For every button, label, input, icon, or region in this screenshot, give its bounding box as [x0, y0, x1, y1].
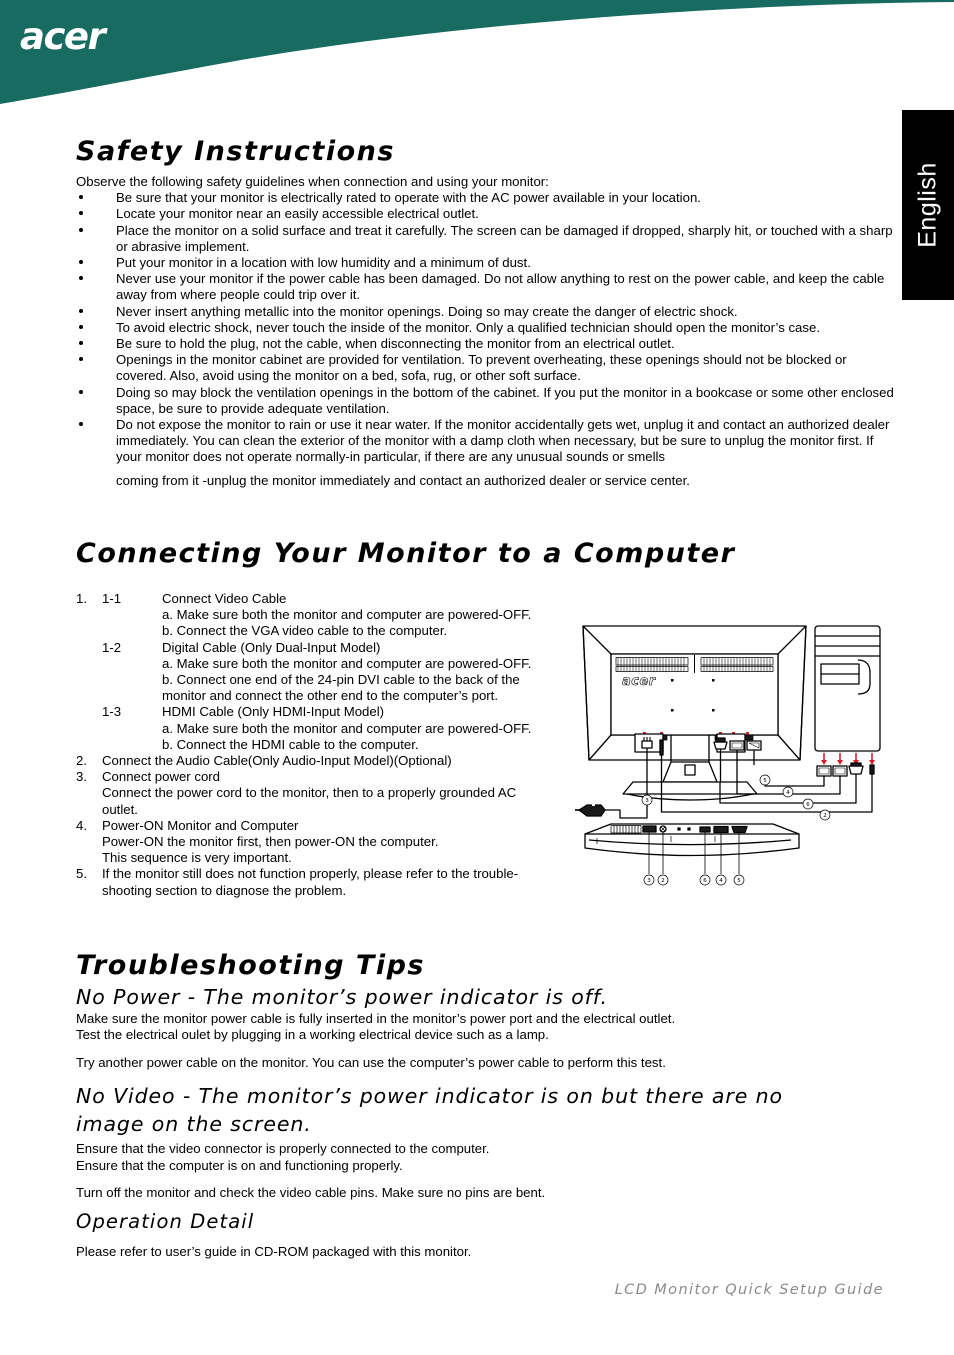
no-power-line-2: Test the electrical oulet by plugging in a working electrical device such as a lamp.: [76, 1027, 549, 1043]
connect-step-substep: 1-1: [102, 591, 122, 606]
safety-instructions-section: [76, 136, 894, 489]
safety-title: Safety Instructions: [76, 136, 395, 167]
safety-bullet-text: Be sure to hold the plug, not the cable, when disconnecting the monitor from an electrical outlet.: [116, 336, 675, 352]
no-video-heading-line1: No Video - The monitor’s power indicator is on but there are no: [76, 1083, 783, 1108]
safety-bullet-text: Put your monitor in a location with low humidity and a minimum of dust.: [116, 255, 531, 271]
troubleshooting-title: Troubleshooting Tips: [76, 950, 426, 981]
safety-bullet-text: Openings in the monitor cabinet are provided for ventilation. To prevent overheating, these openings should not be blocked or covered. Also, avoid using the monitor on a bed, sofa, rug, or other soft surface.: [116, 352, 847, 384]
safety-bullet-text: Do not expose the monitor to rain or use it near water. If the monitor accidentally gets wet, unplug it and contact an authorized dealer immediately. You can clean the exterior of the monitor with a damp cloth when necessary, but be sure to unplug the monitor first. If your monitor does not operate normally-in particular, if there are any unusual sounds or smells: [116, 417, 890, 465]
no-power-line-1: Make sure the monitor power cable is fully inserted in the monitor’s power port and the electrical outlet.: [76, 1011, 676, 1027]
bullet-dot-icon: [79, 325, 83, 329]
connect-step-number: 5.: [76, 866, 87, 882]
svg-text:3: 3: [647, 878, 651, 884]
no-video-line-1: Ensure that the video connector is properly connected to the computer.: [76, 1141, 490, 1157]
safety-bullet-item: [76, 352, 894, 384]
connect-step-line: a. Make sure both the monitor and computer are powered-OFF.: [162, 655, 532, 671]
banner-curve-shape: [0, 0, 954, 110]
connect-step-row: [76, 818, 576, 867]
operation-detail-heading: Operation Detail: [76, 1210, 255, 1234]
safety-bullet-item: [76, 206, 894, 222]
connect-step-number: 4.: [76, 817, 87, 833]
svg-text:6: 6: [806, 802, 810, 808]
svg-text:4: 4: [719, 878, 723, 884]
no-video-heading-line2: image on the screen.: [76, 1112, 312, 1137]
connect-step-line: monitor and connect the other end to the computer’s port.: [162, 688, 498, 704]
connect-step-number: 2.: [76, 753, 87, 769]
diagram-callouts-lower: [644, 875, 744, 885]
bullet-dot-icon: [79, 309, 83, 313]
monitor-bottom-edge-view: [585, 824, 799, 856]
svg-text:4: 4: [786, 790, 790, 796]
pc-tower: [815, 626, 880, 751]
connect-step-line: a. Make sure both the monitor and computer are powered-OFF.: [162, 720, 532, 736]
acer-logo: [20, 16, 125, 58]
svg-text:3: 3: [645, 798, 649, 804]
connect-step-body: [102, 818, 576, 867]
bullet-dot-icon: [79, 228, 83, 232]
safety-bullet-item: [76, 223, 894, 255]
no-video-extra: Turn off the monitor and check the video cable pins. Make sure no pins are bent.: [76, 1184, 546, 1200]
troubleshooting-section: [76, 950, 896, 1260]
connect-step-body: [162, 640, 576, 705]
connect-step-body: [102, 753, 576, 769]
connect-step-heading: Power-ON Monitor and Computer: [102, 817, 299, 833]
no-power-heading: No Power - The monitor’s power indicator is off.: [76, 985, 608, 1009]
bullet-dot-icon: [79, 195, 83, 199]
safety-bullet-item: [76, 190, 894, 206]
safety-bullet-text: Doing so may block the ventilation openings in the bottom of the cabinet. If you put the monitor in a bookcase or some other enclosed space, be sure to provide adequate ventilation.: [116, 384, 894, 416]
bullet-dot-icon: [79, 390, 83, 394]
connect-step-line: shooting section to diagnose the problem.: [102, 882, 347, 898]
connect-step-row: [76, 591, 576, 640]
connect-step-line: outlet.: [102, 801, 138, 817]
connect-step-line: b. Connect one end of the 24-pin DVI cable to the back of the: [162, 672, 520, 688]
safety-bullet-text: Never use your monitor if the power cable has been damaged. Do not allow anything to rest on the power cable, and keep the cable away from where people could trip over it.: [116, 271, 885, 303]
safety-bullet-item: [76, 385, 894, 417]
safety-intro-text: Observe the following safety guidelines when connection and using your monitor:: [76, 174, 549, 189]
safety-bullet-item: [76, 417, 894, 466]
no-video-line-2: Ensure that the computer is on and functioning properly.: [76, 1157, 403, 1173]
safety-closing-line: coming from it -unplug the monitor immediately and contact an authorized dealer or service center.: [116, 472, 690, 488]
connecting-steps-list: [76, 591, 576, 899]
connect-step-row: [76, 704, 576, 753]
language-tab-label: English: [913, 162, 942, 248]
connect-step-heading: Digital Cable (Only Dual-Input Model): [162, 639, 381, 655]
svg-text:5: 5: [737, 878, 741, 884]
language-tab-english: [902, 110, 954, 300]
safety-bullet-item: [76, 271, 894, 303]
monitor-connection-diagram: [575, 622, 954, 897]
tower-port-arrows: [821, 753, 875, 765]
connect-step-line: a. Make sure both the monitor and computer are powered-OFF.: [162, 607, 532, 623]
connecting-title: Connecting Your Monitor to a Computer: [76, 538, 736, 569]
operation-detail-text: Please refer to user’s guide in CD-ROM packaged with this monitor.: [76, 1244, 472, 1260]
diagram-monitor-logo: acer: [622, 674, 656, 689]
connect-step-heading: If the monitor still does not function properly, please refer to the trouble-: [102, 866, 519, 882]
svg-text:5: 5: [763, 778, 767, 784]
bullet-dot-icon: [79, 341, 83, 345]
power-cord-plug: [575, 772, 647, 818]
connect-step-row: [76, 753, 576, 769]
no-power-extra: Try another power cable on the monitor. You can use the computer’s power cable to perform this test.: [76, 1054, 666, 1070]
connect-step-line: This sequence is very important.: [102, 850, 292, 866]
bullet-dot-icon: [79, 260, 83, 264]
svg-text:6: 6: [703, 878, 707, 884]
footer-guide-label: LCD Monitor Quick Setup Guide: [614, 1282, 884, 1298]
connect-step-body: [162, 704, 576, 753]
connect-step-heading: Connect power cord: [102, 769, 221, 785]
connect-step-body: [102, 769, 576, 818]
connect-step-row: [76, 769, 576, 818]
safety-bullet-text: Place the monitor on a solid surface and treat it carefully. The screen can be damaged if dropped, sharply hit, or touched with a sharp or abrasive implement.: [116, 222, 893, 254]
connect-step-heading: Connect the Audio Cable(Only Audio-Input Model)(Optional): [102, 753, 452, 769]
connect-step-line: Power-ON the monitor first, then power-ON the computer.: [102, 834, 439, 850]
header-banner: [0, 0, 954, 110]
bullet-dot-icon: [79, 276, 83, 280]
safety-bullet-text: Locate your monitor near an easily accessible electrical outlet.: [116, 206, 479, 222]
bullet-dot-icon: [79, 422, 83, 426]
connect-step-row: [76, 866, 576, 898]
acer-logo-text: acer: [20, 16, 105, 58]
connect-step-heading: Connect Video Cable: [162, 591, 287, 606]
safety-bullet-item: [76, 320, 894, 336]
bullet-dot-icon: [79, 211, 83, 215]
connect-step-number: 3.: [76, 769, 87, 785]
connect-step-heading: HDMI Cable (Only HDMI-Input Model): [162, 704, 385, 720]
connect-step-line: Connect the power cord to the monitor, then to a properly grounded AC: [102, 785, 517, 801]
safety-bullet-item: [76, 255, 894, 271]
safety-bullet-text: Be sure that your monitor is electrically rated to operate with the AC power available in your location.: [116, 190, 701, 206]
safety-bullet-text: To avoid electric shock, never touch the inside of the monitor. Only a qualified technician should open the monitor’s case.: [116, 319, 820, 335]
connect-step-body: [162, 591, 576, 640]
connect-step-line: b. Connect the VGA video cable to the computer.: [162, 623, 448, 639]
connect-step-line: b. Connect the HDMI cable to the computer.: [162, 736, 419, 752]
connect-step-body: [102, 866, 576, 898]
bullet-dot-icon: [79, 357, 83, 361]
connect-step-row: [76, 640, 576, 705]
safety-bullet-list: [76, 190, 894, 465]
connect-step-substep: 1-2: [102, 639, 122, 655]
safety-bullet-item: [76, 304, 894, 320]
safety-bullet-text: Never insert anything metallic into the monitor openings. Doing so may create the danger of electric shock.: [116, 303, 738, 319]
svg-text:2: 2: [823, 813, 827, 819]
safety-bullet-item: [76, 336, 894, 352]
connect-step-number: 1.: [76, 591, 87, 606]
connect-step-substep: 1-3: [102, 704, 122, 720]
svg-text:2: 2: [661, 878, 665, 884]
